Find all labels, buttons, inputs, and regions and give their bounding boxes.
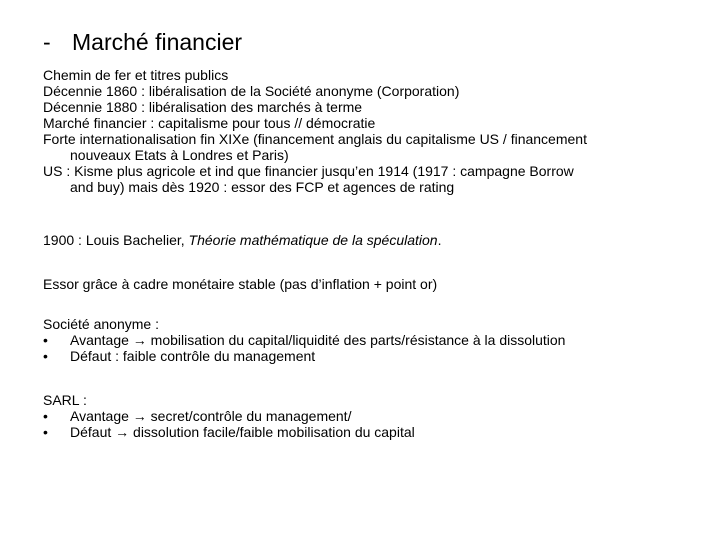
sa-item-text: Défaut : faible contrôle du management <box>70 348 316 364</box>
title-text: Marché financier <box>72 29 243 55</box>
sarl-list-item <box>43 408 683 424</box>
history-line: US : Kisme plus agricole et ind que financier jusqu’en 1914 (1917 : campagne Borrow <box>43 163 574 179</box>
essor-line <box>43 276 683 292</box>
history-block <box>43 67 683 195</box>
sa-section <box>43 316 683 364</box>
history-line: Forte internationalisation fin XIXe (financement anglais du capitalisme US / financement <box>43 131 587 147</box>
bullet-icon: • <box>43 424 48 440</box>
bachelier-work-title: Théorie mathématique de la spéculation <box>188 232 438 248</box>
bachelier-line <box>43 232 683 248</box>
bachelier-prefix: 1900 : Louis Bachelier, <box>43 232 189 248</box>
history-line: Décennie 1880 : libéralisation des marchés à terme <box>43 99 363 115</box>
history-line-continued: and buy) mais dès 1920 : essor des FCP et agences de rating <box>70 179 455 195</box>
history-line: Marché financier : capitalisme pour tous // démocratie <box>43 115 376 131</box>
essor-text: Essor grâce à cadre monétaire stable (pas d’inflation + point or) <box>43 276 438 292</box>
bullet-icon: • <box>43 332 48 348</box>
sarl-heading: SARL : <box>43 392 87 408</box>
sa-list-item <box>43 332 683 348</box>
title-dash: - <box>43 29 51 55</box>
sarl-item-text: Défaut → dissolution facile/faible mobilisation du capital <box>70 424 415 440</box>
history-line-continued: nouveaux Etats à Londres et Paris) <box>70 147 289 163</box>
sarl-item-text: Avantage → secret/contrôle du management/ <box>70 408 352 424</box>
sarl-section <box>43 392 683 440</box>
sa-list-item <box>43 348 683 364</box>
bachelier-suffix: . <box>437 232 442 248</box>
slide-title <box>43 27 242 57</box>
bullet-icon: • <box>43 348 48 364</box>
history-line: Chemin de fer et titres publics <box>43 67 229 83</box>
sa-heading: Société anonyme : <box>43 316 159 332</box>
sa-item-text: Avantage → mobilisation du capital/liquidité des parts/résistance à la dissolution <box>70 332 566 348</box>
bullet-icon: • <box>43 408 48 424</box>
history-line: Décennie 1860 : libéralisation de la Société anonyme (Corporation) <box>43 83 460 99</box>
sarl-list-item <box>43 424 683 440</box>
